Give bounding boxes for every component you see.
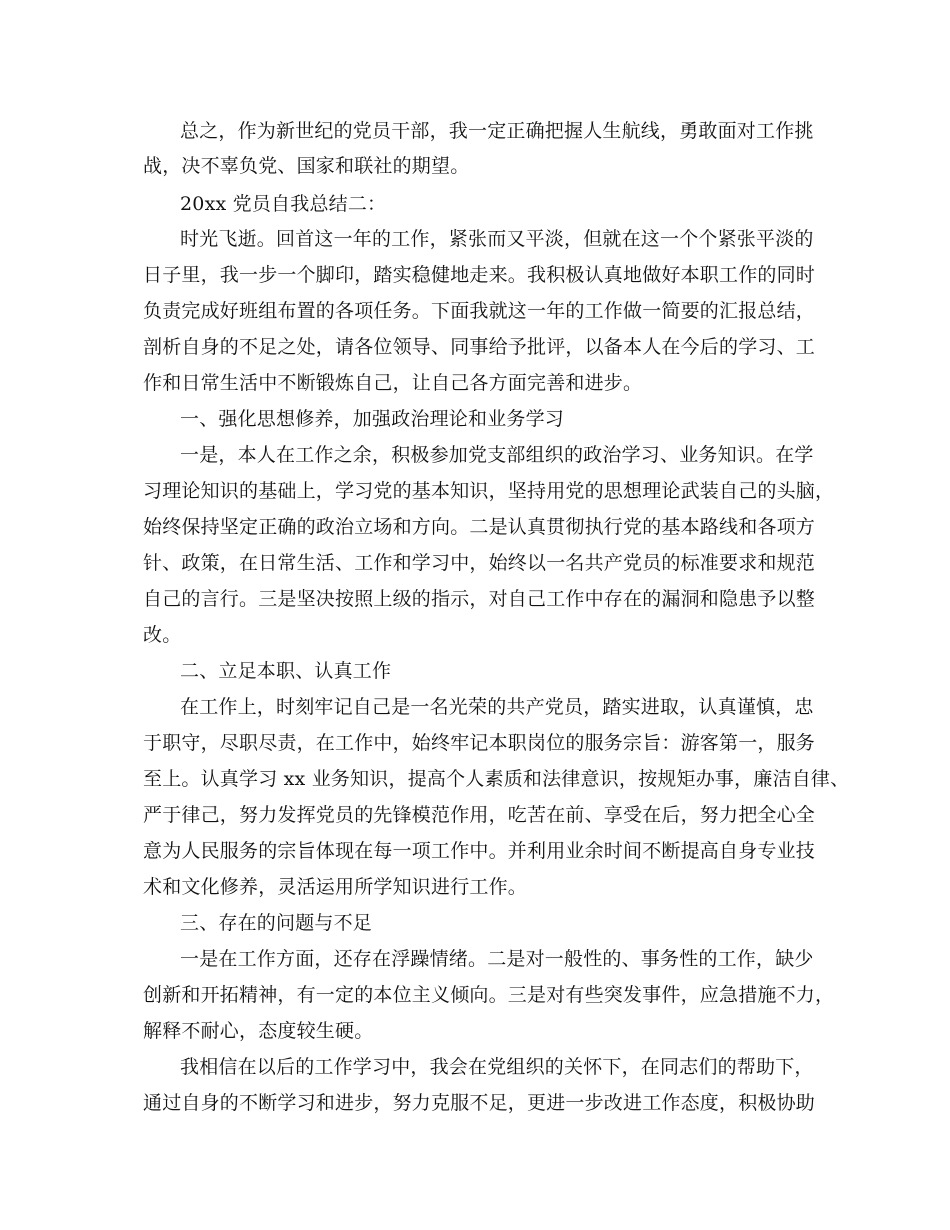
body-text-line: 战，决不辜负党、国家和联社的期望。 [143, 155, 470, 177]
body-text-line: 我相信在以后的工作学习中，我会在党组织的关怀下，在同志们的帮助下， [180, 1056, 814, 1078]
section-heading: 二、立足本职、认真工作 [180, 660, 392, 682]
body-text-line: 始终保持坚定正确的政治立场和方向。二是认真贯彻执行党的基本路线和各项方 [143, 516, 816, 538]
body-text-line: 时光飞逝。回首这一年的工作，紧张而又平淡，但就在这一个个紧张平淡的 [180, 228, 814, 250]
body-text-line: 剖析自身的不足之处，请各位领导、同事给予批评，以备本人在今后的学习、工 [143, 336, 816, 358]
body-text-line: 至上。认真学习 xx 业务知识，提高个人素质和法律意识，按规矩办事，廉洁自律、 [143, 768, 850, 790]
body-text-line: 习理论知识的基础上，学习党的基本知识，坚持用党的思想理论武装自己的头脑， [143, 480, 835, 502]
body-text-line: 严于律己，努力发挥党员的先锋模范作用，吃苦在前、享受在后，努力把全心全 [143, 804, 816, 826]
body-text-line: 日子里，我一步一个脚印，踏实稳健地走来。我积极认真地做好本职工作的同时 [143, 264, 816, 286]
body-text-line: 改。 [143, 624, 182, 646]
body-text-line: 意为人民服务的宗旨体现在每一项工作中。并利用业余时间不断提高自身专业技 [143, 840, 816, 862]
body-text-line: 负责完成好班组布置的各项任务。下面我就这一年的工作做一简要的汇报总结， [143, 300, 816, 322]
section-heading: 20xx 党员自我总结二： [180, 193, 387, 215]
body-text-line: 术和文化修养，灵活运用所学知识进行工作。 [143, 876, 528, 898]
body-text-line: 一是，本人在工作之余，积极参加党支部组织的政治学习、业务知识。在学 [180, 444, 814, 466]
body-text-line: 总之，作为新世纪的党员干部，我一定正确把握人生航线，勇敢面对工作挑 [180, 120, 814, 142]
body-text-line: 在工作上，时刻牢记自己是一名光荣的共产党员，踏实进取，认真谨慎，忠 [180, 696, 814, 718]
body-text-line: 通过自身的不断学习和进步，努力克服不足，更进一步改进工作态度，积极协助 [143, 1092, 816, 1114]
section-heading: 一、强化思想修养，加强政治理论和业务学习 [180, 408, 565, 430]
body-text-line: 作和日常生活中不断锻炼自己，让自己各方面完善和进步。 [143, 372, 643, 394]
body-text-line: 解释不耐心，态度较生硬。 [143, 1020, 374, 1042]
body-text-line: 一是在工作方面，还存在浮躁情绪。二是对一般性的、事务性的工作，缺少 [180, 948, 814, 970]
body-text-line: 自己的言行。三是坚决按照上级的指示，对自己工作中存在的漏洞和隐患予以整 [143, 588, 816, 610]
body-text-line: 于职守，尽职尽责，在工作中，始终牢记本职岗位的服务宗旨：游客第一，服务 [143, 732, 816, 754]
section-heading: 三、存在的问题与不足 [180, 912, 373, 934]
body-text-line: 创新和开拓精神，有一定的本位主义倾向。三是对有些突发事件，应急措施不力， [143, 984, 835, 1006]
body-text-line: 针、政策，在日常生活、工作和学习中，始终以一名共产党员的标准要求和规范 [143, 552, 816, 574]
